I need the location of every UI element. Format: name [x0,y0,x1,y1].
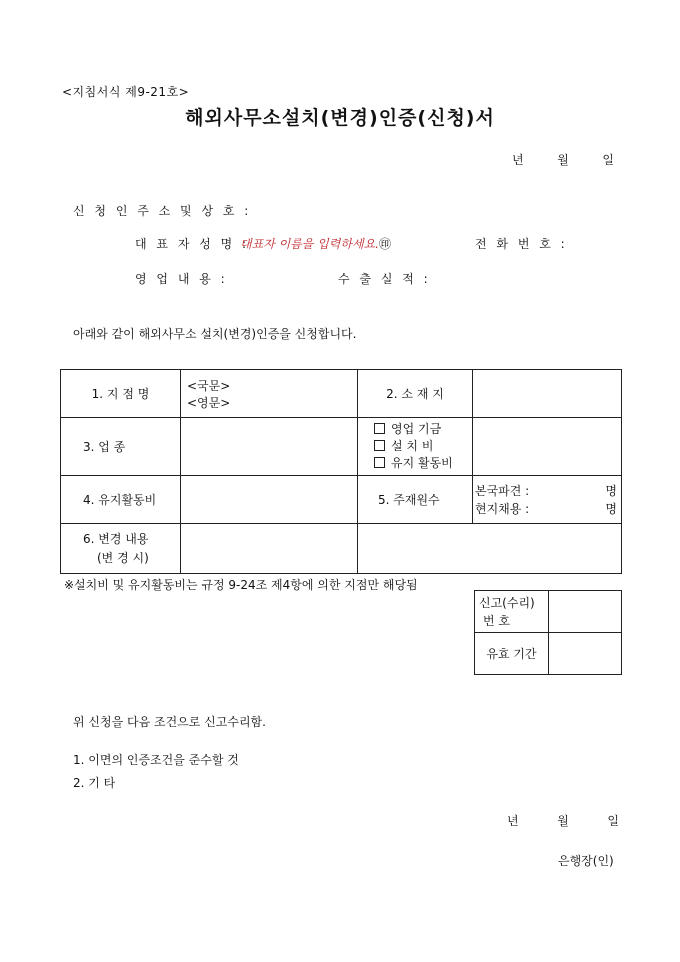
rep-label: 대 표 자 성 명 : [135,237,250,251]
date-top [512,151,614,168]
maintenance-cost-cell[interactable] [181,476,358,524]
branch-name-label: 1. 지 점 명 [61,370,181,418]
table-row [61,418,622,476]
change-label-line1: 6. 변경 내용 [83,531,149,546]
date-bottom [507,812,619,829]
business-type-label: 3. 업 종 [61,418,181,476]
table-row [475,633,622,675]
year-label: 년 [512,153,524,167]
maintenance-cost-label: 4. 유지활동비 [61,476,181,524]
reg-label-line1: 신고(수리) [479,595,535,610]
validity-cell[interactable] [549,633,622,675]
table-row [475,591,622,633]
fund-amount-cell[interactable] [473,418,622,476]
change-detail-cell[interactable] [358,524,622,574]
intro-text: 아래와 같이 해외사무소 설치(변경)인증을 신청합니다. [73,327,357,341]
table-row [61,476,622,524]
staff-unit: 명 [605,483,617,498]
checkbox[interactable] [374,423,385,434]
condition-item: 1. 이면의 인증조건을 준수할 것 [73,753,239,767]
footnote: ※설치비 및 유지활동비는 규정 9-24조 제4항에 의한 지점만 해당됨 [64,578,418,592]
staff-local-label: 현지채용 : [475,501,530,516]
fund-checklist [358,418,473,476]
korean-name-label: <국문> [187,378,231,393]
location-cell[interactable] [473,370,622,418]
business-type-cell[interactable] [181,418,358,476]
seal-icon: ㊞ [378,237,391,251]
change-label-line2: (변 경 시) [97,550,149,565]
branch-name-cell[interactable] [181,370,358,418]
rep-name-field[interactable] [240,235,391,252]
table-row [61,370,622,418]
export-label: 수 출 실 적 : [338,272,431,286]
document-title: 해외사무소설치(변경)인증(신청)서 [185,107,495,129]
staff-count-label: 5. 주재원수 [358,476,473,524]
staff-unit: 명 [605,501,617,516]
reg-label-line2: 번 호 [483,613,510,628]
year-label: 년 [507,814,519,828]
phone-label: 전 화 번 호 : [475,237,568,251]
month-label: 월 [557,153,569,167]
english-name-label: <영문> [187,395,231,410]
month-label: 월 [557,814,569,828]
table-row [61,524,622,574]
address-label: 신 청 인 주 소 및 상 호 : [73,204,252,218]
day-label: 일 [602,153,614,167]
acceptance-text: 위 신청을 다음 조건으로 신고수리함. [73,715,266,729]
registration-number-label [475,591,549,633]
validity-label: 유효 기간 [475,633,549,675]
business-label: 영 업 내 용 : [135,272,228,286]
checkbox-label: 영업 기금 [391,422,442,436]
staff-count-cell[interactable] [473,476,622,524]
registration-table [474,590,622,675]
registration-number-cell[interactable] [549,591,622,633]
checkbox[interactable] [374,457,385,468]
form-code: <지침서식 제9-21호> [62,85,190,99]
checkbox-label: 설 치 비 [391,439,434,453]
checkbox-label: 유지 활동비 [391,456,453,470]
location-label: 2. 소 재 지 [358,370,473,418]
change-content-cell[interactable] [181,524,358,574]
rep-name-placeholder: 대표자 이름을 입력하세요. [240,237,379,251]
checkbox[interactable] [374,440,385,451]
change-content-label [61,524,181,574]
application-table [60,369,622,574]
signature-label: 은행장(인) [558,854,614,868]
day-label: 일 [607,814,619,828]
staff-home-label: 본국파견 : [475,483,530,498]
condition-item: 2. 기 타 [73,776,116,790]
